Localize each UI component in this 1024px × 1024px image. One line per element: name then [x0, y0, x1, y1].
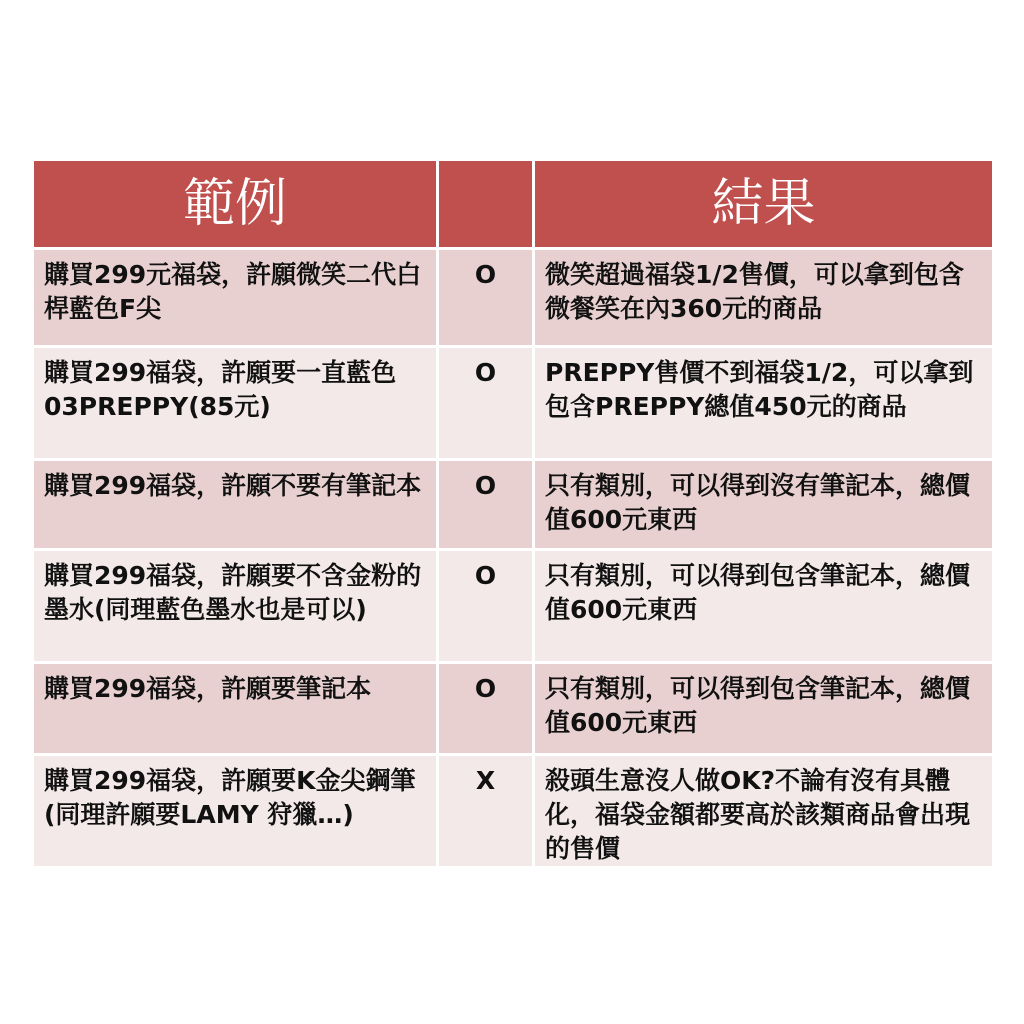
row-4-example: 購買299福袋，許願要不含金粉的墨水(同理藍色墨水也是可以): [34, 551, 439, 664]
row-4-result: 只有類別，可以得到包含筆記本，總價值600元東西: [535, 551, 992, 664]
row-6-result: 殺頭生意沒人做OK?不論有沒有具體化，福袋金額都要高於該類商品會出現的售價: [535, 756, 992, 869]
row-2-mark: O: [439, 348, 535, 461]
wish-rules-table: [34, 161, 992, 869]
row-6-mark: X: [439, 756, 535, 869]
header-example: 範例: [34, 161, 439, 250]
header-mark: [439, 161, 535, 250]
row-3-example: 購買299福袋，許願不要有筆記本: [34, 461, 439, 551]
row-3-result: 只有類別，可以得到沒有筆記本，總價值600元東西: [535, 461, 992, 551]
row-1-result: 微笑超過福袋1/2售價，可以拿到包含微餐笑在內360元的商品: [535, 250, 992, 348]
row-5-example: 購買299福袋，許願要筆記本: [34, 664, 439, 756]
row-5-mark: O: [439, 664, 535, 756]
row-1-mark: O: [439, 250, 535, 348]
row-2-example: 購買299福袋，許願要一直藍色03PREPPY(85元): [34, 348, 439, 461]
row-6-example: 購買299福袋，許願要K金尖鋼筆(同理許願要LAMY 狩獵…): [34, 756, 439, 869]
row-1-example: 購買299元福袋，許願微笑二代白桿藍色F尖: [34, 250, 439, 348]
row-2-result: PREPPY售價不到福袋1/2，可以拿到包含PREPPY總值450元的商品: [535, 348, 992, 461]
row-3-mark: O: [439, 461, 535, 551]
header-result: 結果: [535, 161, 992, 250]
row-4-mark: O: [439, 551, 535, 664]
row-5-result: 只有類別，可以得到包含筆記本，總價值600元東西: [535, 664, 992, 756]
